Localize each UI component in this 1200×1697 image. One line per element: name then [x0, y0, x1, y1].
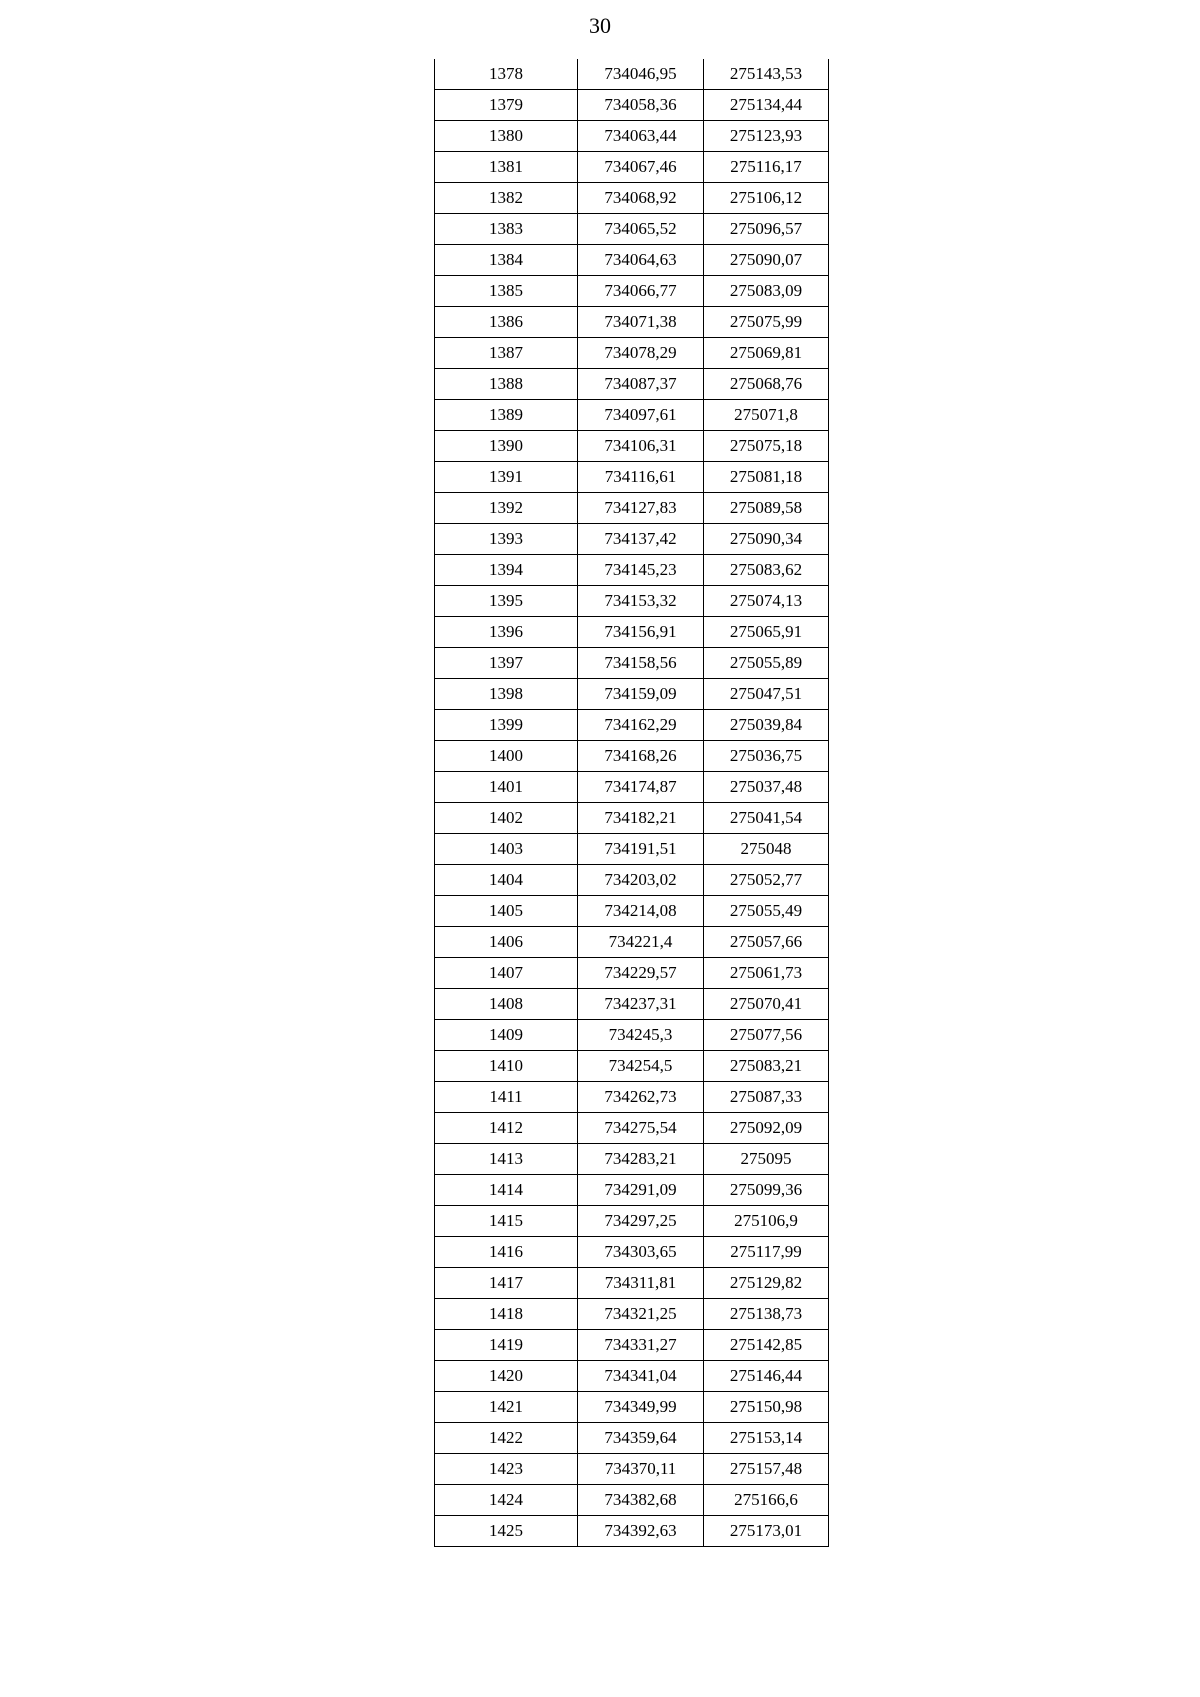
- y-coordinate-cell: 275037,48: [704, 772, 829, 803]
- point-number-cell: 1410: [435, 1051, 578, 1082]
- table-row: [435, 1175, 829, 1206]
- coordinates-table: [434, 59, 829, 1547]
- x-coordinate-cell: 734392,63: [578, 1516, 704, 1547]
- point-number-cell: 1379: [435, 90, 578, 121]
- table-row: [435, 617, 829, 648]
- x-coordinate-cell: 734158,56: [578, 648, 704, 679]
- table-row: [435, 648, 829, 679]
- x-coordinate-cell: 734191,51: [578, 834, 704, 865]
- y-coordinate-cell: 275075,18: [704, 431, 829, 462]
- x-coordinate-cell: 734221,4: [578, 927, 704, 958]
- point-number-cell: 1406: [435, 927, 578, 958]
- y-coordinate-cell: 275095: [704, 1144, 829, 1175]
- y-coordinate-cell: 275068,76: [704, 369, 829, 400]
- table-row: [435, 927, 829, 958]
- y-coordinate-cell: 275106,9: [704, 1206, 829, 1237]
- x-coordinate-cell: 734153,32: [578, 586, 704, 617]
- point-number-cell: 1389: [435, 400, 578, 431]
- point-number-cell: 1383: [435, 214, 578, 245]
- table-row: [435, 1082, 829, 1113]
- point-number-cell: 1392: [435, 493, 578, 524]
- y-coordinate-cell: 275096,57: [704, 214, 829, 245]
- table-row: [435, 1485, 829, 1516]
- point-number-cell: 1404: [435, 865, 578, 896]
- coordinates-table-body: [435, 59, 829, 1547]
- table-row: [435, 1051, 829, 1082]
- x-coordinate-cell: 734159,09: [578, 679, 704, 710]
- x-coordinate-cell: 734106,31: [578, 431, 704, 462]
- x-coordinate-cell: 734214,08: [578, 896, 704, 927]
- table-row: [435, 431, 829, 462]
- point-number-cell: 1381: [435, 152, 578, 183]
- point-number-cell: 1403: [435, 834, 578, 865]
- y-coordinate-cell: 275142,85: [704, 1330, 829, 1361]
- table-row: [435, 245, 829, 276]
- y-coordinate-cell: 275153,14: [704, 1423, 829, 1454]
- y-coordinate-cell: 275087,33: [704, 1082, 829, 1113]
- y-coordinate-cell: 275057,66: [704, 927, 829, 958]
- x-coordinate-cell: 734321,25: [578, 1299, 704, 1330]
- table-row: [435, 741, 829, 772]
- y-coordinate-cell: 275090,34: [704, 524, 829, 555]
- point-number-cell: 1387: [435, 338, 578, 369]
- table-row: [435, 338, 829, 369]
- point-number-cell: 1388: [435, 369, 578, 400]
- table-row: [435, 493, 829, 524]
- point-number-cell: 1414: [435, 1175, 578, 1206]
- point-number-cell: 1400: [435, 741, 578, 772]
- x-coordinate-cell: 734078,29: [578, 338, 704, 369]
- y-coordinate-cell: 275052,77: [704, 865, 829, 896]
- point-number-cell: 1420: [435, 1361, 578, 1392]
- x-coordinate-cell: 734303,65: [578, 1237, 704, 1268]
- page-number: 30: [589, 13, 611, 38]
- point-number-cell: 1417: [435, 1268, 578, 1299]
- y-coordinate-cell: 275039,84: [704, 710, 829, 741]
- table-row: [435, 1206, 829, 1237]
- table-row: [435, 121, 829, 152]
- y-coordinate-cell: 275036,75: [704, 741, 829, 772]
- table-row: [435, 1516, 829, 1547]
- x-coordinate-cell: 734311,81: [578, 1268, 704, 1299]
- table-row: [435, 90, 829, 121]
- point-number-cell: 1397: [435, 648, 578, 679]
- y-coordinate-cell: 275077,56: [704, 1020, 829, 1051]
- x-coordinate-cell: 734262,73: [578, 1082, 704, 1113]
- table-row: [435, 586, 829, 617]
- point-number-cell: 1408: [435, 989, 578, 1020]
- point-number-cell: 1409: [435, 1020, 578, 1051]
- x-coordinate-cell: 734275,54: [578, 1113, 704, 1144]
- table-row: [435, 896, 829, 927]
- point-number-cell: 1396: [435, 617, 578, 648]
- y-coordinate-cell: 275070,41: [704, 989, 829, 1020]
- y-coordinate-cell: 275146,44: [704, 1361, 829, 1392]
- x-coordinate-cell: 734065,52: [578, 214, 704, 245]
- point-number-cell: 1418: [435, 1299, 578, 1330]
- table-row: [435, 1299, 829, 1330]
- y-coordinate-cell: 275048: [704, 834, 829, 865]
- point-number-cell: 1386: [435, 307, 578, 338]
- y-coordinate-cell: 275083,09: [704, 276, 829, 307]
- y-coordinate-cell: 275150,98: [704, 1392, 829, 1423]
- point-number-cell: 1421: [435, 1392, 578, 1423]
- x-coordinate-cell: 734137,42: [578, 524, 704, 555]
- table-row: [435, 1237, 829, 1268]
- point-number-cell: 1425: [435, 1516, 578, 1547]
- point-number-cell: 1378: [435, 59, 578, 90]
- point-number-cell: 1401: [435, 772, 578, 803]
- x-coordinate-cell: 734071,38: [578, 307, 704, 338]
- x-coordinate-cell: 734097,61: [578, 400, 704, 431]
- y-coordinate-cell: 275123,93: [704, 121, 829, 152]
- table-row: [435, 1113, 829, 1144]
- x-coordinate-cell: 734068,92: [578, 183, 704, 214]
- table-row: [435, 1361, 829, 1392]
- table-row: [435, 958, 829, 989]
- x-coordinate-cell: 734203,02: [578, 865, 704, 896]
- y-coordinate-cell: 275134,44: [704, 90, 829, 121]
- x-coordinate-cell: 734341,04: [578, 1361, 704, 1392]
- point-number-cell: 1402: [435, 803, 578, 834]
- y-coordinate-cell: 275075,99: [704, 307, 829, 338]
- point-number-cell: 1415: [435, 1206, 578, 1237]
- x-coordinate-cell: 734046,95: [578, 59, 704, 90]
- x-coordinate-cell: 734162,29: [578, 710, 704, 741]
- point-number-cell: 1394: [435, 555, 578, 586]
- x-coordinate-cell: 734174,87: [578, 772, 704, 803]
- point-number-cell: 1405: [435, 896, 578, 927]
- table-row: [435, 1330, 829, 1361]
- point-number-cell: 1412: [435, 1113, 578, 1144]
- y-coordinate-cell: 275138,73: [704, 1299, 829, 1330]
- y-coordinate-cell: 275106,12: [704, 183, 829, 214]
- table-row: [435, 834, 829, 865]
- point-number-cell: 1419: [435, 1330, 578, 1361]
- x-coordinate-cell: 734156,91: [578, 617, 704, 648]
- table-row: [435, 462, 829, 493]
- point-number-cell: 1384: [435, 245, 578, 276]
- table-row: [435, 307, 829, 338]
- table-row: [435, 59, 829, 90]
- y-coordinate-cell: 275092,09: [704, 1113, 829, 1144]
- x-coordinate-cell: 734245,3: [578, 1020, 704, 1051]
- y-coordinate-cell: 275157,48: [704, 1454, 829, 1485]
- table-row: [435, 400, 829, 431]
- table-row: [435, 1144, 829, 1175]
- x-coordinate-cell: 734382,68: [578, 1485, 704, 1516]
- table-row: [435, 369, 829, 400]
- y-coordinate-cell: 275083,62: [704, 555, 829, 586]
- x-coordinate-cell: 734359,64: [578, 1423, 704, 1454]
- table-row: [435, 803, 829, 834]
- point-number-cell: 1395: [435, 586, 578, 617]
- point-number-cell: 1407: [435, 958, 578, 989]
- y-coordinate-cell: 275166,6: [704, 1485, 829, 1516]
- table-row: [435, 276, 829, 307]
- y-coordinate-cell: 275173,01: [704, 1516, 829, 1547]
- table-row: [435, 679, 829, 710]
- y-coordinate-cell: 275074,13: [704, 586, 829, 617]
- table-row: [435, 710, 829, 741]
- y-coordinate-cell: 275090,07: [704, 245, 829, 276]
- y-coordinate-cell: 275071,8: [704, 400, 829, 431]
- y-coordinate-cell: 275083,21: [704, 1051, 829, 1082]
- table-row: [435, 989, 829, 1020]
- y-coordinate-cell: 275047,51: [704, 679, 829, 710]
- point-number-cell: 1399: [435, 710, 578, 741]
- x-coordinate-cell: 734297,25: [578, 1206, 704, 1237]
- point-number-cell: 1423: [435, 1454, 578, 1485]
- point-number-cell: 1424: [435, 1485, 578, 1516]
- table-row: [435, 772, 829, 803]
- y-coordinate-cell: 275055,89: [704, 648, 829, 679]
- y-coordinate-cell: 275143,53: [704, 59, 829, 90]
- x-coordinate-cell: 734058,36: [578, 90, 704, 121]
- x-coordinate-cell: 734283,21: [578, 1144, 704, 1175]
- point-number-cell: 1416: [435, 1237, 578, 1268]
- x-coordinate-cell: 734229,57: [578, 958, 704, 989]
- y-coordinate-cell: 275116,17: [704, 152, 829, 183]
- x-coordinate-cell: 734168,26: [578, 741, 704, 772]
- table-row: [435, 555, 829, 586]
- x-coordinate-cell: 734349,99: [578, 1392, 704, 1423]
- y-coordinate-cell: 275069,81: [704, 338, 829, 369]
- table-row: [435, 214, 829, 245]
- point-number-cell: 1411: [435, 1082, 578, 1113]
- x-coordinate-cell: 734063,44: [578, 121, 704, 152]
- table-row: [435, 1020, 829, 1051]
- x-coordinate-cell: 734116,61: [578, 462, 704, 493]
- point-number-cell: 1382: [435, 183, 578, 214]
- y-coordinate-cell: 275117,99: [704, 1237, 829, 1268]
- x-coordinate-cell: 734331,27: [578, 1330, 704, 1361]
- point-number-cell: 1393: [435, 524, 578, 555]
- table-row: [435, 1423, 829, 1454]
- table-row: [435, 1268, 829, 1299]
- x-coordinate-cell: 734064,63: [578, 245, 704, 276]
- y-coordinate-cell: 275061,73: [704, 958, 829, 989]
- y-coordinate-cell: 275041,54: [704, 803, 829, 834]
- x-coordinate-cell: 734254,5: [578, 1051, 704, 1082]
- x-coordinate-cell: 734237,31: [578, 989, 704, 1020]
- point-number-cell: 1390: [435, 431, 578, 462]
- y-coordinate-cell: 275129,82: [704, 1268, 829, 1299]
- table-row: [435, 152, 829, 183]
- table-row: [435, 865, 829, 896]
- table-row: [435, 183, 829, 214]
- y-coordinate-cell: 275099,36: [704, 1175, 829, 1206]
- table-row: [435, 1392, 829, 1423]
- table-row: [435, 524, 829, 555]
- x-coordinate-cell: 734370,11: [578, 1454, 704, 1485]
- y-coordinate-cell: 275055,49: [704, 896, 829, 927]
- point-number-cell: 1398: [435, 679, 578, 710]
- x-coordinate-cell: 734145,23: [578, 555, 704, 586]
- table-row: [435, 1454, 829, 1485]
- x-coordinate-cell: 734066,77: [578, 276, 704, 307]
- point-number-cell: 1422: [435, 1423, 578, 1454]
- x-coordinate-cell: 734067,46: [578, 152, 704, 183]
- x-coordinate-cell: 734291,09: [578, 1175, 704, 1206]
- y-coordinate-cell: 275089,58: [704, 493, 829, 524]
- y-coordinate-cell: 275065,91: [704, 617, 829, 648]
- point-number-cell: 1385: [435, 276, 578, 307]
- point-number-cell: 1380: [435, 121, 578, 152]
- x-coordinate-cell: 734127,83: [578, 493, 704, 524]
- point-number-cell: 1391: [435, 462, 578, 493]
- point-number-cell: 1413: [435, 1144, 578, 1175]
- x-coordinate-cell: 734182,21: [578, 803, 704, 834]
- x-coordinate-cell: 734087,37: [578, 369, 704, 400]
- y-coordinate-cell: 275081,18: [704, 462, 829, 493]
